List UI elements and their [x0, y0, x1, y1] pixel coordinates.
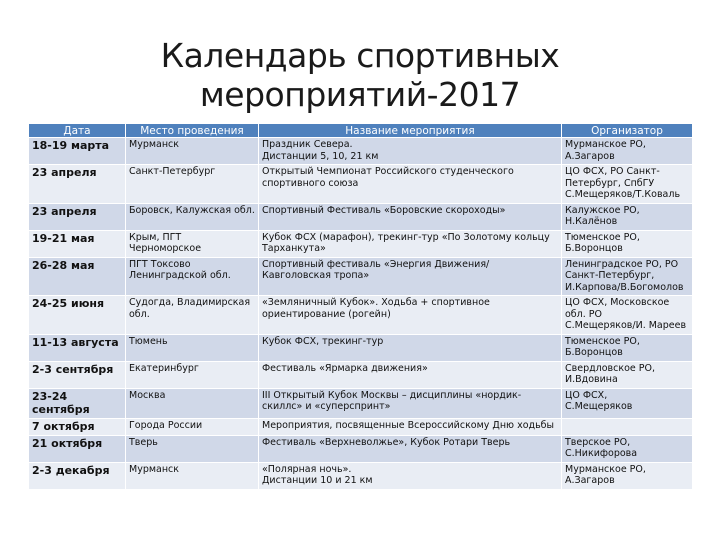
cell-organizer: [562, 418, 693, 435]
cell-event: «Полярная ночь». Дистанции 10 и 21 км: [259, 462, 562, 489]
cell-place: Мурманск: [126, 462, 259, 489]
table-row: [29, 296, 693, 335]
cell-date: 2-3 декабря: [29, 462, 126, 489]
header-place: Место проведения: [126, 124, 259, 138]
cell-place: Крым, ПГТ Черноморское: [126, 230, 259, 257]
cell-event: Кубок ФСХ (марафон), трекинг-тур «По Золотому кольцу Тарханкута»: [259, 230, 562, 257]
cell-event: Мероприятия, посвященные Всероссийскому Дню ходьбы: [259, 418, 562, 435]
cell-event: Фестиваль «Верхневолжье», Кубок Ротари Тверь: [259, 435, 562, 462]
cell-date: 23 апреля: [29, 165, 126, 204]
cell-date: 23-24 сентября: [29, 388, 126, 418]
cell-place: Тверь: [126, 435, 259, 462]
cell-event: III Открытый Кубок Москвы – дисциплины «нордик-скиллс» и «суперспринт»: [259, 388, 562, 418]
cell-organizer: ЦО ФСХ, Московское обл. РО С.Мещеряков/И. Мареев: [562, 296, 693, 335]
table-row: [29, 230, 693, 257]
table-row: [29, 203, 693, 230]
cell-date: 18-19 марта: [29, 138, 126, 165]
cell-organizer: ЦО ФСХ, С.Мещеряков: [562, 388, 693, 418]
cell-event: «Земляничный Кубок». Ходьба + спортивное ориентирование (рогейн): [259, 296, 562, 335]
cell-event: Фестиваль «Ярмарка движения»: [259, 361, 562, 388]
cell-place: Тюмень: [126, 334, 259, 361]
header-date: Дата: [29, 124, 126, 138]
table-header-row: [29, 124, 693, 138]
table-row: [29, 257, 693, 296]
table-row: [29, 418, 693, 435]
cell-place: Санкт-Петербург: [126, 165, 259, 204]
cell-organizer: ЦО ФСХ, РО Санкт-Петербург, СпбГУ С.Мещеряков/Т.Коваль: [562, 165, 693, 204]
cell-organizer: Тверское РО, С.Никифорова: [562, 435, 693, 462]
cell-event: Спортивный Фестиваль «Боровские скороходы»: [259, 203, 562, 230]
cell-organizer: Мурманское РО, А.Загаров: [562, 138, 693, 165]
cell-date: 19-21 мая: [29, 230, 126, 257]
cell-organizer: Свердловское РО, И.Вдовина: [562, 361, 693, 388]
cell-place: Мурманск: [126, 138, 259, 165]
table-row: [29, 388, 693, 418]
cell-place: Судогда, Владимирская обл.: [126, 296, 259, 335]
cell-event: Открытый Чемпионат Российского студенческого спортивного союза: [259, 165, 562, 204]
cell-event: Спортивный фестиваль «Энергия Движения/Кавголовская тропа»: [259, 257, 562, 296]
cell-date: 24-25 июня: [29, 296, 126, 335]
page-title: Календарь спортивных мероприятий-2017: [160, 36, 560, 114]
cell-organizer: Тюменское РО, Б.Воронцов: [562, 230, 693, 257]
cell-organizer: Тюменское РО, Б.Воронцов: [562, 334, 693, 361]
cell-date: 7 октября: [29, 418, 126, 435]
cell-place: Екатеринбург: [126, 361, 259, 388]
cell-date: 26-28 мая: [29, 257, 126, 296]
cell-organizer: Калужское РО, Н.Калёнов: [562, 203, 693, 230]
header-organizer: Организатор: [562, 124, 693, 138]
cell-event: Кубок ФСХ, трекинг-тур: [259, 334, 562, 361]
table-row: [29, 334, 693, 361]
cell-date: 23 апреля: [29, 203, 126, 230]
cell-place: Москва: [126, 388, 259, 418]
table-row: [29, 361, 693, 388]
cell-organizer: Ленинградское РО, РО Санкт-Петербург, И.Карпова/В.Богомолов: [562, 257, 693, 296]
cell-event: Праздник Севера. Дистанции 5, 10, 21 км: [259, 138, 562, 165]
cell-date: 2-3 сентября: [29, 361, 126, 388]
cell-place: Боровск, Калужская обл.: [126, 203, 259, 230]
cell-place: Города России: [126, 418, 259, 435]
table-row: [29, 435, 693, 462]
table-row: [29, 138, 693, 165]
header-event: Название мероприятия: [259, 124, 562, 138]
events-table: [28, 123, 693, 490]
cell-date: 21 октября: [29, 435, 126, 462]
table-row: [29, 462, 693, 489]
cell-place: ПГТ Токсово Ленинградской обл.: [126, 257, 259, 296]
table-row: [29, 165, 693, 204]
cell-organizer: Мурманское РО, А.Загаров: [562, 462, 693, 489]
cell-date: 11-13 августа: [29, 334, 126, 361]
